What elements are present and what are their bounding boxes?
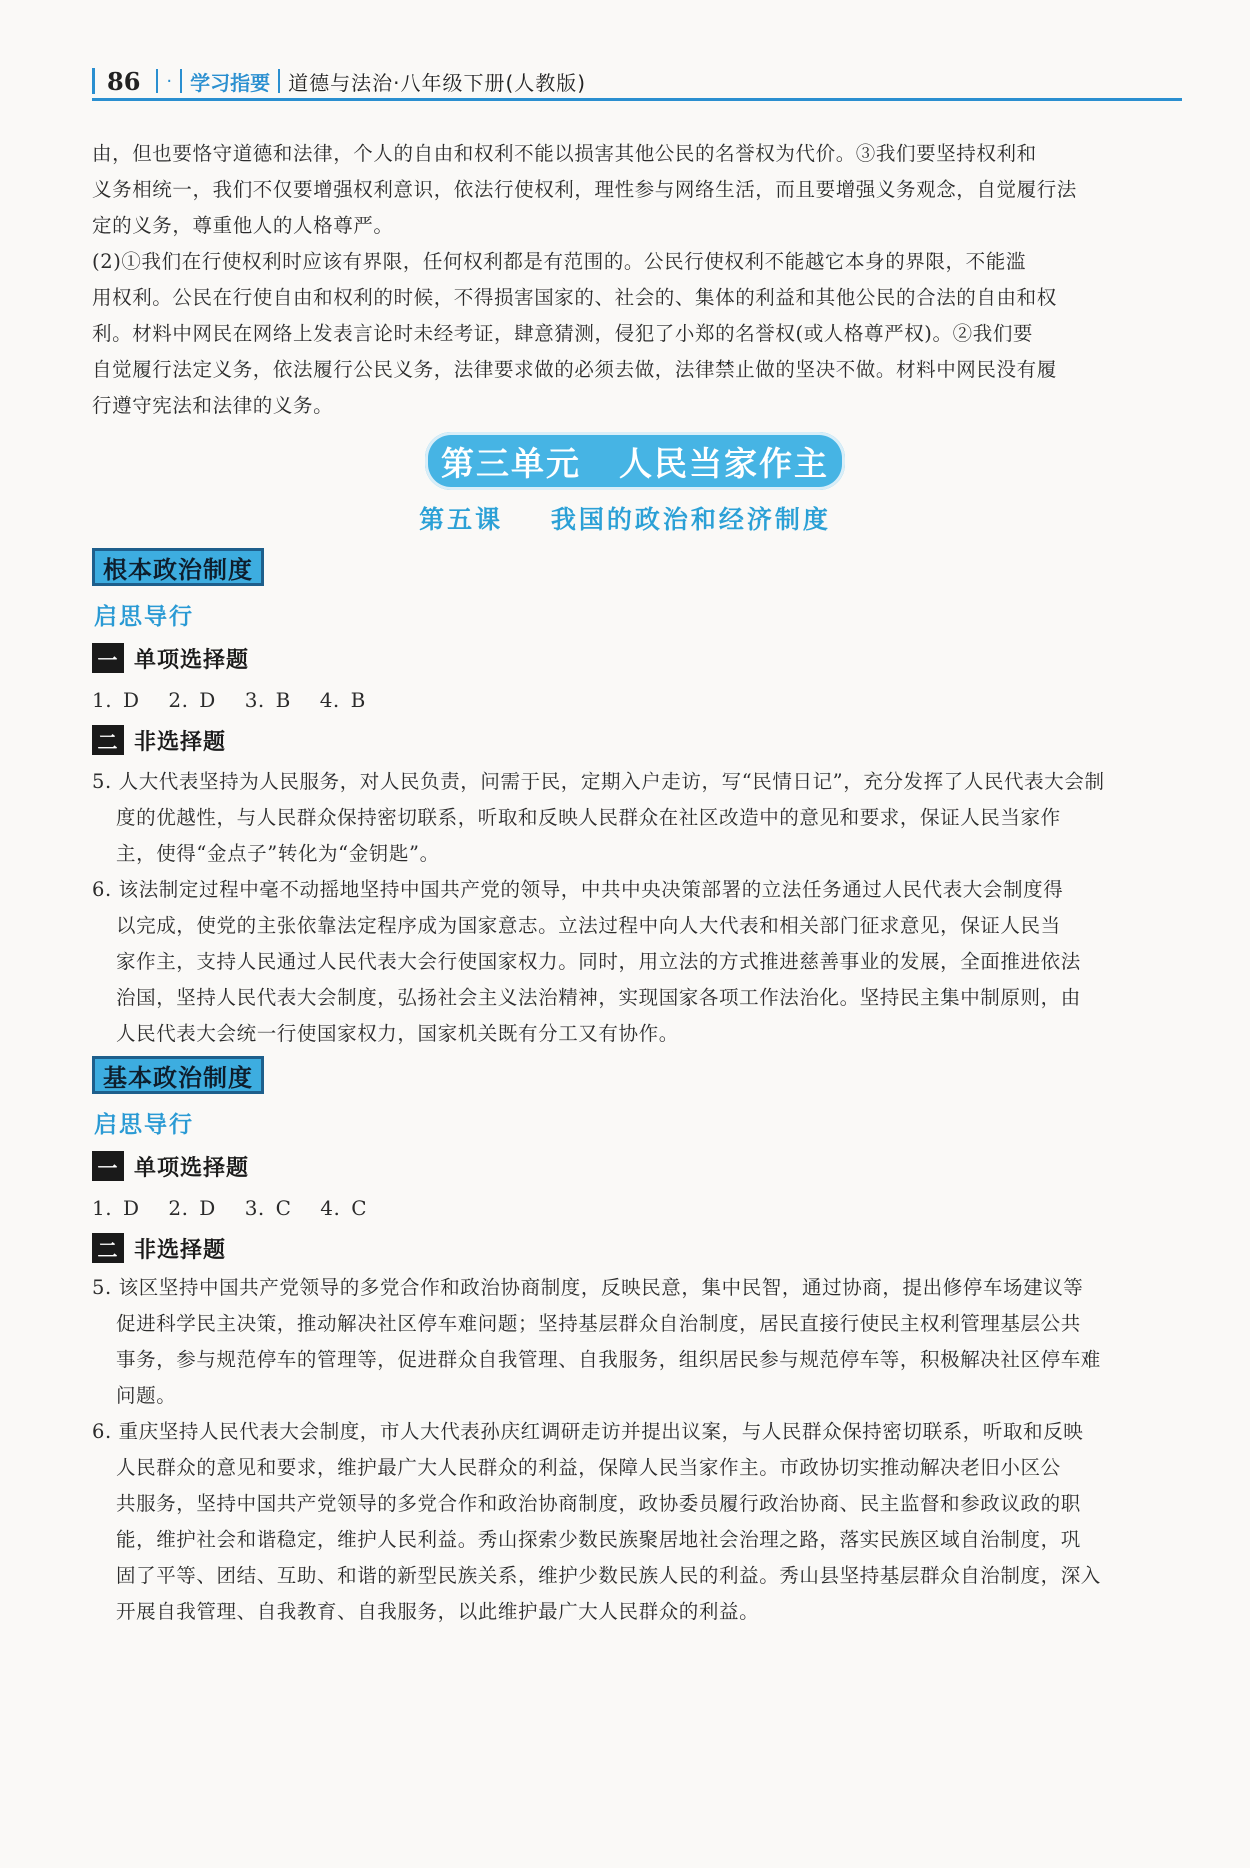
question-heading-label: 非选择题	[134, 1237, 227, 1263]
answer-item-6	[92, 872, 1182, 1052]
text-line: 主，使得“金点子”转化为“金钥匙”。	[116, 842, 440, 865]
page-header	[92, 62, 1182, 100]
answer-item: 3. B	[244, 688, 291, 712]
unit-label: 第三单元	[441, 443, 581, 483]
text-line: 自觉履行法定义务，依法履行公民义务，法律要求做的必须去做，法律禁止做的坚决不做。材料中网民没有履	[92, 358, 1057, 381]
text-line: 开展自我管理、自我教育、自我服务，以此维护最广大人民群众的利益。	[116, 1600, 760, 1623]
header-accent-bar	[92, 68, 95, 94]
answer-item: 4. C	[320, 1196, 368, 1220]
text-line: (2)①我们在行使权利时应该有界限，任何权利都是有范围的。公民行使权利不能越它本身的界限，不能滥	[92, 250, 1026, 273]
text-line: 固了平等、团结、互助、和谐的新型民族关系，维护少数民族人民的利益。秀山县坚持基层群众自治制度，深入	[116, 1564, 1101, 1587]
text-line: 义务相统一，我们不仅要增强权利意识，依法行使权利，理性参与网络生活，而且要增强义务观念，自觉履行法	[92, 178, 1077, 201]
text-line: 家作主，支持人民通过人民代表大会行使国家权力。同时，用立法的方式推进慈善事业的发展，全面推进依法	[116, 950, 1081, 973]
question-heading-label: 单项选择题	[134, 647, 250, 673]
text-line: 用权利。公民在行使自由和权利的时候，不得损害国家的、社会的、集体的利益和其他公民的合法的自由和权	[92, 286, 1057, 309]
intro-paragraph-2	[92, 244, 1182, 424]
text-line: 行遵守宪法和法律的义务。	[92, 394, 334, 417]
question-heading-non-choice	[92, 724, 226, 756]
page-number: 86	[107, 66, 141, 96]
text-line: 5. 该区坚持中国共产党领导的多党合作和政治协商制度，反映民意，集中民智，通过协商，提出修停车场建议等	[92, 1276, 1084, 1299]
text-line: 促进科学民主决策，推动解决社区停车难问题；坚持基层群众自治制度，居民直接行使民主权利管理基层公共	[116, 1312, 1081, 1335]
answer-list	[92, 1196, 385, 1220]
header-divider	[156, 69, 158, 93]
section-tag: 根本政治制度	[92, 548, 264, 586]
question-heading-label: 单项选择题	[134, 1155, 250, 1181]
text-line: 6. 重庆坚持人民代表大会制度，市人大代表孙庆红调研走访并提出议案，与人民群众保持密切联系，听取和反映	[92, 1420, 1084, 1443]
header-dot: ·	[166, 70, 173, 92]
answer-item: 3. C	[244, 1196, 292, 1220]
text-line: 人民代表大会统一行使国家权力，国家机关既有分工又有协作。	[116, 1022, 679, 1045]
text-line: 人民群众的意见和要求，维护最广大人民群众的利益，保障人民当家作主。市政协切实推动解决老旧小区公	[116, 1456, 1061, 1479]
answer-item-5	[92, 764, 1182, 872]
unit-name: 人民当家作主	[619, 443, 829, 483]
text-line: 事务，参与规范停车的管理等，促进群众自我管理、自我服务，组织居民参与规范停车等，积极解决社区停车难	[116, 1348, 1101, 1371]
lesson-label: 第五课	[419, 505, 504, 534]
intro-paragraph-1	[92, 136, 1182, 244]
question-number-badge: 二	[92, 725, 124, 755]
answer-list	[92, 688, 384, 712]
text-line: 5. 人大代表坚持为人民服务，对人民负责，问需于民，定期入户走访，写“民情日记”，充分发挥了人民代表大会制	[92, 770, 1105, 793]
text-line: 以完成，使党的主张依靠法定程序成为国家意志。立法过程中向人大代表和相关部门征求意见，保证人民当	[116, 914, 1061, 937]
question-number-badge: 一	[92, 1151, 124, 1181]
section-subheading: 启思导行	[94, 604, 194, 630]
lesson-name: 我国的政治和经济制度	[550, 505, 831, 534]
text-line: 由，但也要恪守道德和法律，个人的自由和权利不能以损害其他公民的名誉权为代价。③我们要坚持权利和	[92, 142, 1037, 165]
question-heading-label: 非选择题	[134, 729, 227, 755]
header-rule	[92, 98, 1182, 101]
header-divider	[278, 69, 280, 93]
question-number-badge: 一	[92, 643, 124, 673]
text-line: 利。材料中网民在网络上发表言论时未经考证，肆意猜测，侵犯了小郑的名誉权(或人格尊严权)。②我们要	[92, 322, 1034, 345]
question-number-badge: 二	[92, 1233, 124, 1263]
header-brand: 学习指要	[190, 70, 271, 95]
answer-item: 1. D	[92, 1196, 140, 1220]
text-line: 6. 该法制定过程中毫不动摇地坚持中国共产党的领导，中共中央决策部署的立法任务通过人民代表大会制度得	[92, 878, 1064, 901]
section-tag: 基本政治制度	[92, 1056, 264, 1094]
answer-item: 2. D	[168, 688, 216, 712]
header-divider	[180, 69, 182, 93]
text-line: 治国，坚持人民代表大会制度，弘扬社会主义法治精神，实现国家各项工作法治化。坚持民主集中制原则，由	[116, 986, 1081, 1009]
answer-item: 4. B	[319, 688, 366, 712]
header-book-title: 道德与法治·八年级下册(人教版)	[288, 70, 587, 95]
text-line: 共服务，坚持中国共产党领导的多党合作和政治协商制度，政协委员履行政治协商、民主监督和参政议政的职	[116, 1492, 1081, 1515]
answer-item: 1. D	[92, 688, 140, 712]
text-line: 能，维护社会和谐稳定，维护人民利益。秀山探索少数民族聚居地社会治理之路，落实民族区域自治制度，巩	[116, 1528, 1081, 1551]
question-heading-single-choice	[92, 1150, 249, 1182]
unit-banner	[425, 432, 845, 490]
answer-item: 2. D	[168, 1196, 216, 1220]
question-heading-non-choice	[92, 1232, 226, 1264]
text-line: 问题。	[116, 1384, 177, 1407]
answer-item-5	[92, 1270, 1182, 1414]
lesson-title	[0, 500, 1250, 536]
question-heading-single-choice	[92, 642, 249, 674]
answer-item-6	[92, 1414, 1182, 1630]
section-subheading: 启思导行	[94, 1112, 194, 1138]
text-line: 定的义务，尊重他人的人格尊严。	[92, 214, 394, 237]
text-line: 度的优越性，与人民群众保持密切联系，听取和反映人民群众在社区改造中的意见和要求，保证人民当家作	[116, 806, 1061, 829]
